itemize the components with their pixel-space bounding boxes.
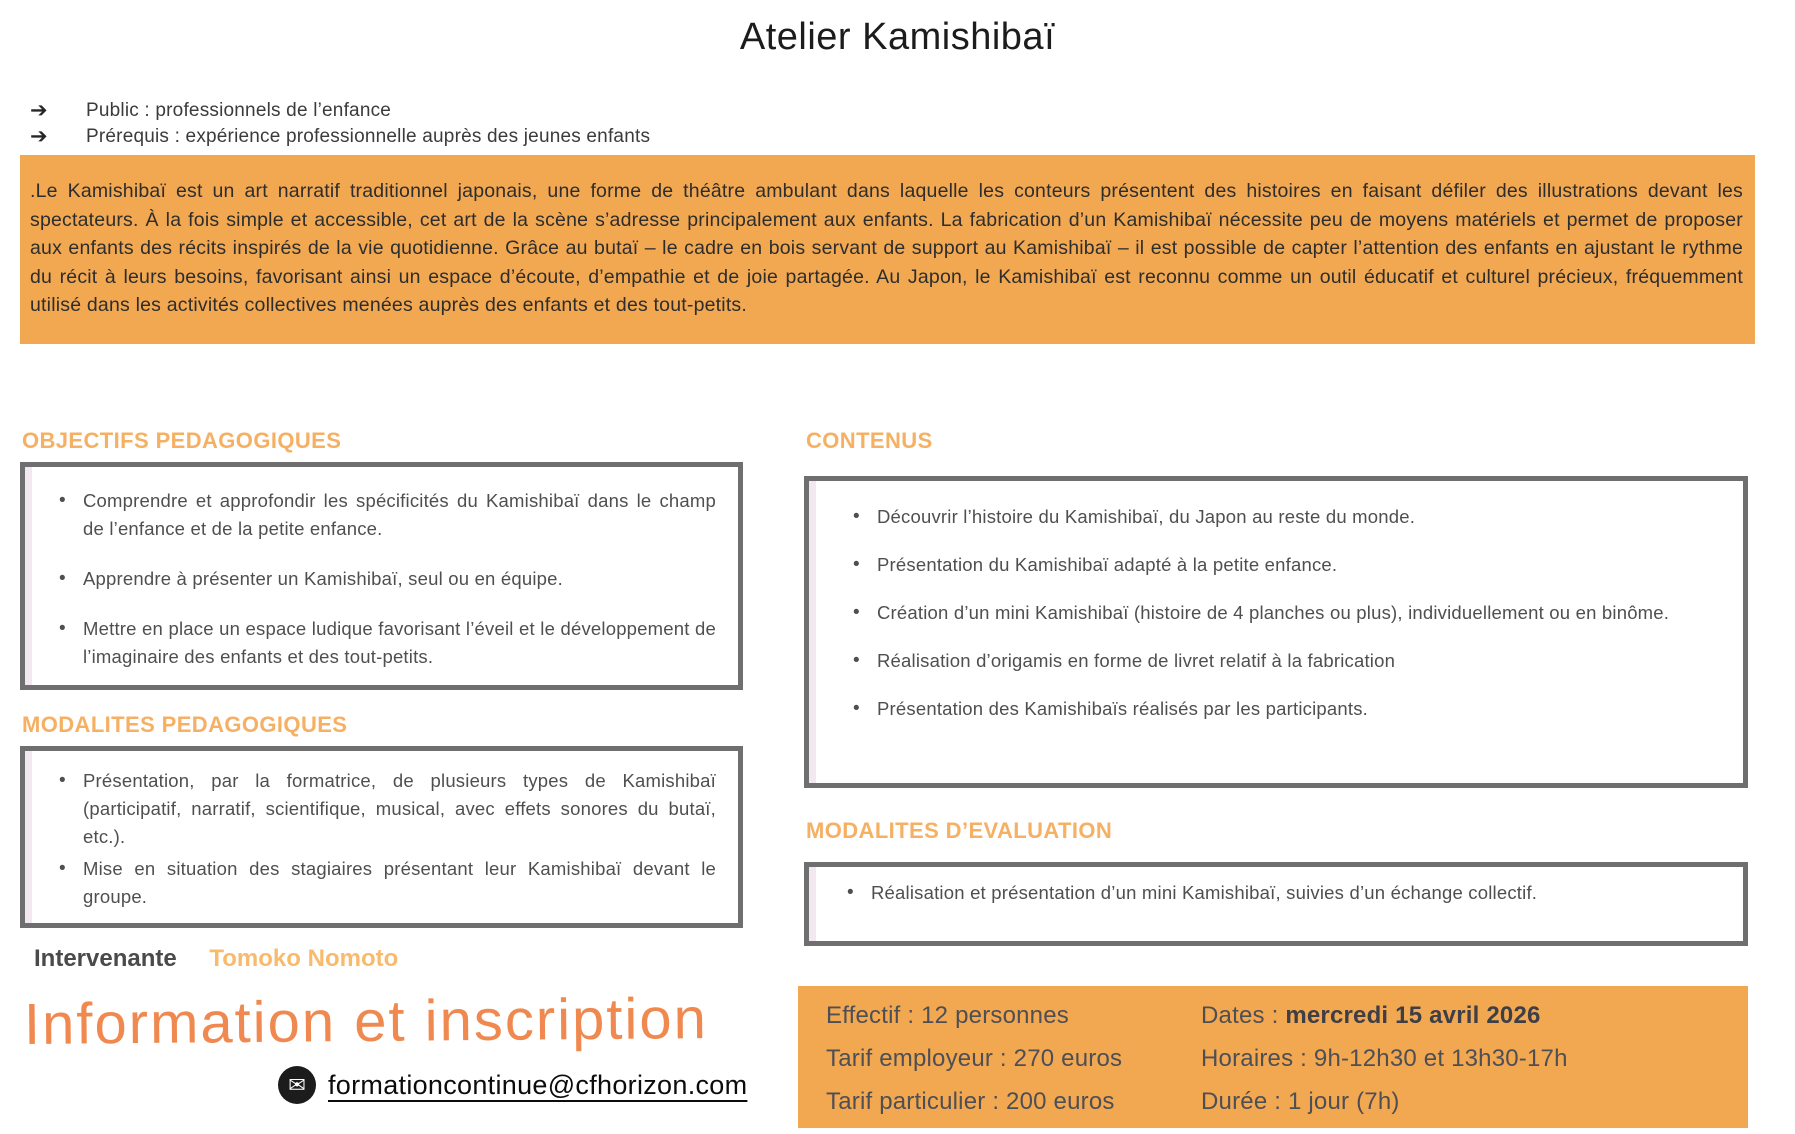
footer-tarif-particulier: Tarif particulier : 200 euros <box>826 1088 1115 1115</box>
bullet-item: • Découvrir l’histoire du Kamishibaï, du Japon au reste du monde. <box>845 503 1717 531</box>
arrow-icon: ➔ <box>30 125 48 148</box>
bullet-item: • Présentation des Kamishibaïs réalisés par les participants. <box>845 695 1717 723</box>
section-heading-objectifs: OBJECTIFS PEDAGOGIQUES <box>22 428 342 453</box>
intervenante-name: Tomoko Nomoto <box>209 945 399 972</box>
footer-left-column <box>826 1002 1201 1128</box>
bullet-item: • Présentation du Kamishibaï adapté à la petite enfance. <box>845 551 1717 579</box>
contenus-bullet-list <box>845 503 1717 723</box>
arrow-icon: ➔ <box>30 99 48 122</box>
footer-dates-label: Dates : <box>1201 1002 1286 1029</box>
audience-row-prerequis <box>30 125 650 149</box>
audience-row-public <box>30 99 650 123</box>
footer-dates-value: mercredi 15 avril 2026 <box>1285 1002 1541 1029</box>
objectifs-bullet-list <box>51 487 716 671</box>
footer-right-column <box>1201 1002 1741 1128</box>
bullet-item: • Comprendre et approfondir les spécificités du Kamishibaï dans le champ de l’enfance et de la petite enfance. <box>51 487 716 543</box>
footer-dates <box>1201 1002 1741 1030</box>
envelope-icon: ✉ <box>278 1066 316 1104</box>
section-heading-modalites-pedagogiques: MODALITES PEDAGOGIQUES <box>22 712 348 737</box>
footer-tarif-employeur: Tarif employeur : 270 euros <box>826 1045 1123 1072</box>
section-heading-contenus: CONTENUS <box>806 428 933 453</box>
objectifs-box <box>20 462 743 690</box>
section-heading-modalites-evaluation: MODALITES D’EVALUATION <box>806 818 1113 843</box>
bullet-item: • Mise en situation des stagiaires présentant leur Kamishibaï devant le groupe. <box>51 855 716 911</box>
contenus-box <box>804 476 1748 788</box>
intervenante-label: Intervenante <box>34 945 177 972</box>
audience-list <box>30 99 650 151</box>
bullet-item: • Création d’un mini Kamishibaï (histoire de 4 planches ou plus), individuellement ou en binôme. <box>845 599 1717 627</box>
intervenante-row <box>34 945 398 973</box>
audience-public-text: Public : professionnels de l’enfance <box>86 100 392 121</box>
footer-effectif: Effectif : 12 personnes <box>826 1002 1069 1029</box>
footer-info-box <box>798 986 1748 1128</box>
bullet-item: • Mettre en place un espace ludique favorisant l’éveil et le développement de l’imaginaire des enfants et des tout-petits. <box>51 615 716 671</box>
page-title: Atelier Kamishibaï <box>739 16 1056 58</box>
footer-horaires: Horaires : 9h-12h30 et 13h30-17h <box>1201 1045 1568 1072</box>
information-inscription-heading: Information et inscription <box>23 986 709 1057</box>
modalites-pedagogiques-bullet-list <box>51 767 716 911</box>
modalites-pedagogiques-box <box>20 746 743 928</box>
intro-paragraph: .Le Kamishibaï est un art narratif traditionnel japonais, une forme de théâtre ambulant dans laquelle les conteurs présentent des histoires en faisant défiler des illustrations devant les spectateurs. À la fois simple et accessible, cet art de la scène s’adresse principalement aux enfants. La fabrication d’un Kamishibaï nécessite peu de moyens matériels et permet de proposer aux enfants des récits inspirés de la vie quotidienne. Grâce au butaï – le cadre en bois servant de support au Kamishibaï – il est possible de capter l’attention des enfants en ajustant le rythme du récit à leurs besoins, favorisant ainsi un espace d’écoute, d’empathie et de joie partagée. Au Japon, le Kamishibaï est reconnu comme un outil éducatif et culturel précieux, fréquemment utilisé dans les activités collectives menées auprès des enfants et des tout-petits. <box>20 155 1755 344</box>
bullet-item: • Réalisation et présentation d’un mini Kamishibaï, suivies d’un échange collectif. <box>839 879 1717 907</box>
evaluation-bullet-list <box>839 879 1717 907</box>
audience-prerequis-text: Prérequis : expérience professionnelle auprès des jeunes enfants <box>86 126 651 147</box>
email-link[interactable]: formationcontinue@cfhorizon.com <box>328 1069 748 1100</box>
email-row <box>278 1066 747 1104</box>
modalites-evaluation-box <box>804 862 1748 946</box>
bullet-item: • Présentation, par la formatrice, de plusieurs types de Kamishibaï (participatif, narratif, scientifique, musical, avec effets sonores du butaï, etc.). <box>51 767 716 851</box>
bullet-item: • Réalisation d’origamis en forme de livret relatif à la fabrication <box>845 647 1717 675</box>
footer-duree: Durée : 1 jour (7h) <box>1201 1088 1400 1115</box>
bullet-item: • Apprendre à présenter un Kamishibaï, seul ou en équipe. <box>51 565 716 593</box>
